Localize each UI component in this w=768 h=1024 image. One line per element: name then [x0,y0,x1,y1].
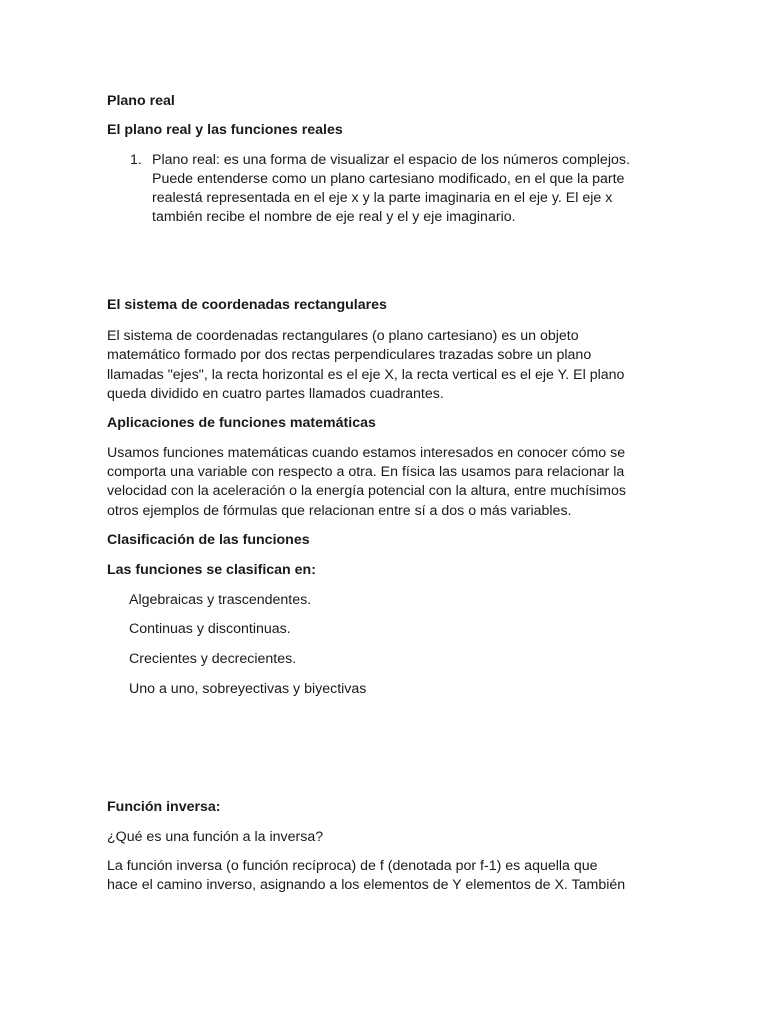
heading-aplicaciones: Aplicaciones de funciones matemáticas [107,415,376,431]
paragraph-line: velocidad con la aceleración o la energía potencial con la altura, entre muchísimos [107,483,626,499]
list-item: Uno a uno, sobreyectivas y biyectivas [129,681,367,697]
list-item-line: Puede entenderse como un plano cartesiano modificado, en el que la parte [152,171,625,187]
paragraph-line: otros ejemplos de fórmulas que relacionan entre sí a dos o más variables. [107,503,572,519]
heading-coordenadas: El sistema de coordenadas rectangulares [107,297,387,313]
question-line: ¿Qué es una función a la inversa? [107,829,324,845]
list-item-line: también recibe el nombre de eje real y el y eje imaginario. [152,209,516,225]
paragraph-line: hace el camino inverso, asignando a los elementos de Y elementos de X. También [107,877,626,893]
list-item: Algebraicas y trascendentes. [129,592,312,608]
paragraph-line: Usamos funciones matemáticas cuando estamos interesados en conocer cómo se [107,445,626,461]
paragraph-line: matemático formado por dos rectas perpendiculares trazadas sobre un plano [107,347,592,363]
list-item-line: Plano real: es una forma de visualizar el espacio de los números complejos. [152,152,630,168]
paragraph-line: comporta una variable con respecto a otra. En física las usamos para relacionar la [107,464,625,480]
heading-inversa: Función inversa: [107,799,221,815]
list-item: Continuas y discontinuas. [129,621,291,637]
heading-clasificacion: Clasificación de las funciones [107,532,310,548]
list-item: Crecientes y decrecientes. [129,651,297,667]
list-item-line: realestá representada en el eje x y la parte imaginaria en el eje y. El eje x [152,190,613,206]
paragraph-line: queda dividido en cuatro partes llamados cuadrantes. [107,386,444,402]
subheading-clasifican: Las funciones se clasifican en: [107,562,316,578]
paragraph-line: La función inversa (o función recíproca) de f (denotada por f-1) es aquella que [107,858,598,874]
heading-plano-real: Plano real [107,93,175,109]
list-number: 1. [130,152,142,168]
subheading-plano-real-funciones: El plano real y las funciones reales [107,122,343,138]
paragraph-line: El sistema de coordenadas rectangulares (o plano cartesiano) es un objeto [107,328,579,344]
paragraph-line: llamadas "ejes", la recta horizontal es el eje X, la recta vertical es el eje Y. El plano [107,367,625,383]
